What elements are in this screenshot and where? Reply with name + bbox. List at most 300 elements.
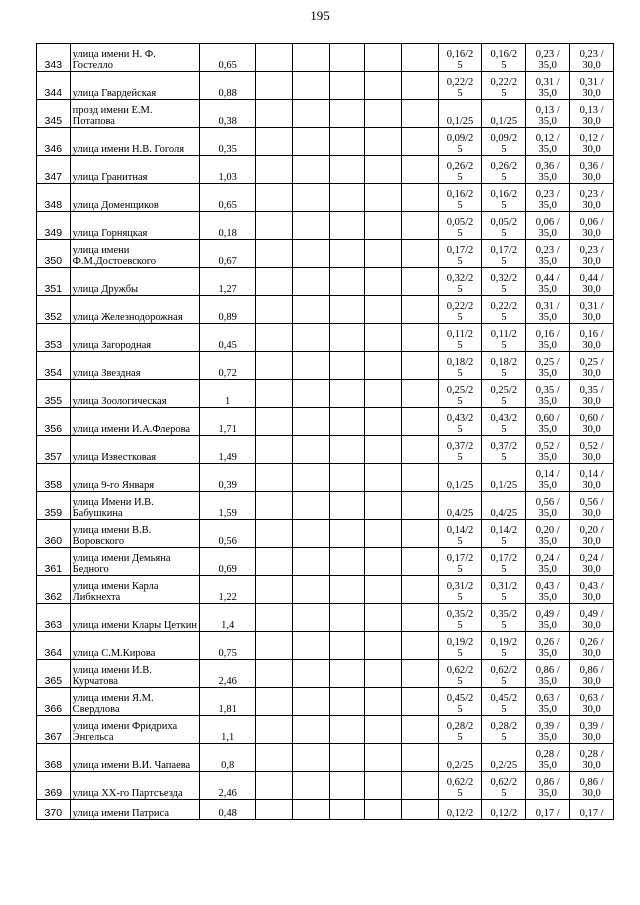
empty-cell	[401, 44, 438, 72]
empty-cell	[292, 324, 329, 352]
empty-cell	[256, 268, 293, 296]
empty-cell	[401, 772, 438, 800]
value-line: 35,0	[538, 536, 557, 547]
value-cell-v4	[570, 744, 614, 772]
value-line: 5	[501, 340, 507, 351]
length-cell: 0,38	[200, 100, 256, 128]
street-name-cell: улица имени Фридриха Энгельса	[70, 716, 199, 744]
row-number-cell: 347	[37, 156, 71, 184]
table-row	[37, 492, 614, 520]
value-cell-v1	[438, 772, 482, 800]
value-cell-v4	[570, 156, 614, 184]
value-cell-v3	[526, 352, 570, 380]
empty-cell	[256, 212, 293, 240]
table-row	[37, 660, 614, 688]
value-cell-v1	[438, 716, 482, 744]
table-row	[37, 240, 614, 268]
value-cell-v2	[482, 44, 526, 72]
value-cell-v3	[526, 184, 570, 212]
value-line: 0,17 /	[535, 808, 560, 819]
value-cell-v4	[570, 380, 614, 408]
value-cell-v1	[438, 744, 482, 772]
street-name-cell: улица имени Карла Либкнехта	[70, 576, 199, 604]
row-number-cell: 348	[37, 184, 71, 212]
value-line: 0,37/2	[490, 441, 518, 452]
value-line: 0,63 /	[535, 693, 560, 704]
length-cell: 0,89	[200, 296, 256, 324]
value-line: 0,63 /	[579, 693, 604, 704]
value-cell-v2	[482, 240, 526, 268]
value-cell-v1	[438, 800, 482, 820]
value-line: 35,0	[538, 144, 557, 155]
table-row	[37, 548, 614, 576]
value-line: 5	[501, 228, 507, 239]
value-line: 0,36 /	[579, 161, 604, 172]
empty-cell	[365, 408, 402, 436]
empty-cell	[292, 688, 329, 716]
empty-cell	[365, 212, 402, 240]
street-name-cell: улица Зоологическая	[70, 380, 199, 408]
value-cell-v4	[570, 72, 614, 100]
value-line: 35,0	[538, 312, 557, 323]
value-line: 30,0	[582, 592, 601, 603]
row-number-cell: 370	[37, 800, 71, 820]
value-cell-v2	[482, 548, 526, 576]
value-line: 0,60 /	[535, 413, 560, 424]
value-cell-v3	[526, 464, 570, 492]
street-name-cell: улица имени И.В. Курчатова	[70, 660, 199, 688]
table-row	[37, 632, 614, 660]
page-number: 195	[310, 8, 330, 23]
value-line: 0,60 /	[579, 413, 604, 424]
empty-cell	[365, 576, 402, 604]
value-cell-v2	[482, 492, 526, 520]
value-line: 0,36 /	[535, 161, 560, 172]
value-cell-v2	[482, 632, 526, 660]
value-cell-v3	[526, 492, 570, 520]
empty-cell	[365, 240, 402, 268]
empty-cell	[365, 324, 402, 352]
table-row	[37, 436, 614, 464]
value-line: 0,05/2	[490, 217, 518, 228]
value-line: 5	[501, 564, 507, 575]
empty-cell	[329, 660, 365, 688]
length-cell: 0,88	[200, 72, 256, 100]
value-cell-v3	[526, 408, 570, 436]
value-line: 5	[457, 788, 463, 799]
empty-cell	[401, 492, 438, 520]
empty-cell	[256, 184, 293, 212]
empty-cell	[401, 100, 438, 128]
value-cell-v2	[482, 604, 526, 632]
value-line: 0,45/2	[446, 693, 474, 704]
value-line: 0,16 /	[535, 329, 560, 340]
value-line: 0,62/2	[446, 665, 474, 676]
table-row	[37, 772, 614, 800]
value-line: 0,32/2	[490, 273, 518, 284]
value-cell-v1	[438, 408, 482, 436]
street-name-cell: улица имени Н. Ф. Гостелло	[70, 44, 199, 72]
street-name-cell: улица имени В.В. Воровского	[70, 520, 199, 548]
value-cell-v1	[438, 324, 482, 352]
empty-cell	[365, 688, 402, 716]
value-cell-v4	[570, 212, 614, 240]
length-cell: 0,65	[200, 44, 256, 72]
value-cell-v4	[570, 464, 614, 492]
value-line: 5	[501, 284, 507, 295]
empty-cell	[365, 44, 402, 72]
value-cell-v1	[438, 688, 482, 716]
empty-cell	[256, 632, 293, 660]
street-name-cell: улица Загородная	[70, 324, 199, 352]
empty-cell	[365, 548, 402, 576]
value-cell-v4	[570, 268, 614, 296]
row-number-cell: 364	[37, 632, 71, 660]
value-cell-v3	[526, 380, 570, 408]
value-line: 5	[457, 312, 463, 323]
value-line: 35,0	[538, 620, 557, 631]
value-line: 0,23 /	[579, 245, 604, 256]
value-cell-v4	[570, 492, 614, 520]
value-cell-v1	[438, 128, 482, 156]
value-line: 5	[457, 732, 463, 743]
table-row	[37, 44, 614, 72]
length-cell: 0,69	[200, 548, 256, 576]
value-cell-v2	[482, 72, 526, 100]
empty-cell	[256, 352, 293, 380]
value-line: 5	[457, 368, 463, 379]
value-cell-v4	[570, 688, 614, 716]
empty-cell	[292, 296, 329, 324]
street-name-cell: улица имени И.А.Флерова	[70, 408, 199, 436]
empty-cell	[401, 296, 438, 324]
value-line: 0,16/2	[446, 49, 474, 60]
empty-cell	[256, 800, 293, 820]
table-row	[37, 72, 614, 100]
value-line: 0,62/2	[446, 777, 474, 788]
street-name-cell: улица имени Клары Цеткин	[70, 604, 199, 632]
value-cell-v2	[482, 324, 526, 352]
value-cell-v4	[570, 352, 614, 380]
empty-cell	[329, 632, 365, 660]
street-name-cell: улица Известковая	[70, 436, 199, 464]
road-table	[36, 43, 614, 820]
value-cell-v2	[482, 352, 526, 380]
value-line: 35,0	[538, 788, 557, 799]
value-cell-v4	[570, 128, 614, 156]
empty-cell	[256, 744, 293, 772]
value-cell-v3	[526, 128, 570, 156]
value-line: 0,56 /	[579, 497, 604, 508]
value-line: 35,0	[538, 88, 557, 99]
value-line: 0,44 /	[535, 273, 560, 284]
empty-cell	[329, 100, 365, 128]
table-body	[37, 44, 614, 820]
value-line: 0,31 /	[535, 77, 560, 88]
value-cell-v1	[438, 100, 482, 128]
row-number-cell: 367	[37, 716, 71, 744]
row-number-cell: 366	[37, 688, 71, 716]
value-line: 0,25 /	[535, 357, 560, 368]
value-line: 5	[457, 256, 463, 267]
empty-cell	[401, 324, 438, 352]
value-line: 0,16/2	[446, 189, 474, 200]
value-line: 5	[457, 144, 463, 155]
value-line: 5	[501, 788, 507, 799]
empty-cell	[329, 548, 365, 576]
length-cell: 0,35	[200, 128, 256, 156]
value-cell-v1	[438, 436, 482, 464]
street-name-cell: прозд имени Е.М. Потапова	[70, 100, 199, 128]
empty-cell	[292, 464, 329, 492]
value-line: 0,20 /	[579, 525, 604, 536]
value-line: 0,17/2	[490, 245, 518, 256]
empty-cell	[365, 464, 402, 492]
value-line: 5	[501, 312, 507, 323]
value-cell-v3	[526, 212, 570, 240]
row-number-cell: 354	[37, 352, 71, 380]
street-name-cell: улица имени Я.М. Свердлова	[70, 688, 199, 716]
street-name-cell: улица 9-го Января	[70, 464, 199, 492]
value-line: 0,86 /	[579, 665, 604, 676]
value-line: 30,0	[582, 508, 601, 519]
value-line: 0,86 /	[535, 665, 560, 676]
value-line: 0,28 /	[579, 749, 604, 760]
length-cell: 0,67	[200, 240, 256, 268]
length-cell: 1,27	[200, 268, 256, 296]
empty-cell	[256, 128, 293, 156]
value-line: 5	[501, 396, 507, 407]
value-line: 35,0	[538, 592, 557, 603]
value-line: 5	[457, 648, 463, 659]
value-cell-v2	[482, 212, 526, 240]
value-line: 0,31/2	[490, 581, 518, 592]
length-cell: 1,03	[200, 156, 256, 184]
value-cell-v3	[526, 772, 570, 800]
value-cell-v1	[438, 44, 482, 72]
row-number-cell: 359	[37, 492, 71, 520]
value-line: 5	[501, 200, 507, 211]
value-line: 0,35/2	[446, 609, 474, 620]
value-cell-v1	[438, 268, 482, 296]
value-line: 0,62/2	[490, 777, 518, 788]
empty-cell	[401, 632, 438, 660]
value-line: 0,13 /	[579, 105, 604, 116]
empty-cell	[292, 72, 329, 100]
value-line: 0,2/25	[446, 760, 474, 771]
value-line: 35,0	[538, 60, 557, 71]
value-line: 0,26 /	[535, 637, 560, 648]
empty-cell	[292, 548, 329, 576]
value-line: 5	[457, 704, 463, 715]
value-cell-v3	[526, 604, 570, 632]
empty-cell	[365, 128, 402, 156]
value-cell-v3	[526, 576, 570, 604]
empty-cell	[256, 716, 293, 744]
street-name-cell: улица Доменщиков	[70, 184, 199, 212]
empty-cell	[365, 352, 402, 380]
empty-cell	[292, 772, 329, 800]
empty-cell	[256, 380, 293, 408]
value-line: 0,12/2	[446, 808, 474, 819]
value-line: 0,14/2	[490, 525, 518, 536]
street-name-cell: улица Горняцкая	[70, 212, 199, 240]
value-line: 0,43/2	[446, 413, 474, 424]
value-line: 30,0	[582, 704, 601, 715]
value-line: 35,0	[538, 676, 557, 687]
empty-cell	[401, 660, 438, 688]
value-line: 0,43 /	[579, 581, 604, 592]
value-cell-v1	[438, 520, 482, 548]
value-cell-v4	[570, 660, 614, 688]
value-line: 0,28/2	[490, 721, 518, 732]
value-line: 30,0	[582, 116, 601, 127]
empty-cell	[365, 744, 402, 772]
empty-cell	[292, 184, 329, 212]
value-line: 0,19/2	[446, 637, 474, 648]
value-line: 0,1/25	[446, 480, 474, 491]
value-cell-v4	[570, 716, 614, 744]
value-line: 30,0	[582, 676, 601, 687]
value-line: 5	[501, 648, 507, 659]
empty-cell	[256, 576, 293, 604]
value-cell-v1	[438, 184, 482, 212]
table-row	[37, 128, 614, 156]
length-cell: 0,56	[200, 520, 256, 548]
value-line: 0,13 /	[535, 105, 560, 116]
value-line: 5	[501, 368, 507, 379]
value-line: 0,39 /	[535, 721, 560, 732]
row-number-cell: 353	[37, 324, 71, 352]
value-cell-v4	[570, 408, 614, 436]
empty-cell	[365, 72, 402, 100]
value-line: 5	[457, 676, 463, 687]
empty-cell	[292, 44, 329, 72]
length-cell: 1	[200, 380, 256, 408]
value-cell-v4	[570, 800, 614, 820]
empty-cell	[256, 660, 293, 688]
value-line: 0,18/2	[446, 357, 474, 368]
table-row	[37, 296, 614, 324]
value-line: 30,0	[582, 200, 601, 211]
empty-cell	[292, 660, 329, 688]
row-number-cell: 343	[37, 44, 71, 72]
empty-cell	[329, 212, 365, 240]
value-line: 35,0	[538, 340, 557, 351]
value-line: 0,12 /	[579, 133, 604, 144]
value-line: 35,0	[538, 228, 557, 239]
value-line: 0,24 /	[535, 553, 560, 564]
value-line: 0,62/2	[490, 665, 518, 676]
value-cell-v2	[482, 520, 526, 548]
value-line: 0,09/2	[446, 133, 474, 144]
empty-cell	[256, 44, 293, 72]
empty-cell	[256, 772, 293, 800]
value-cell-v4	[570, 184, 614, 212]
value-cell-v3	[526, 548, 570, 576]
empty-cell	[256, 408, 293, 436]
empty-cell	[292, 380, 329, 408]
value-cell-v2	[482, 688, 526, 716]
empty-cell	[256, 100, 293, 128]
value-line: 0,16/2	[490, 189, 518, 200]
value-line: 0,19/2	[490, 637, 518, 648]
value-cell-v3	[526, 744, 570, 772]
value-cell-v1	[438, 576, 482, 604]
empty-cell	[292, 100, 329, 128]
empty-cell	[256, 436, 293, 464]
row-number-cell: 356	[37, 408, 71, 436]
length-cell: 1,1	[200, 716, 256, 744]
value-line: 0,39 /	[579, 721, 604, 732]
value-cell-v3	[526, 632, 570, 660]
value-line: 5	[501, 536, 507, 547]
empty-cell	[401, 744, 438, 772]
value-cell-v2	[482, 772, 526, 800]
empty-cell	[292, 744, 329, 772]
empty-cell	[401, 72, 438, 100]
table-row	[37, 212, 614, 240]
value-cell-v3	[526, 688, 570, 716]
value-line: 0,23 /	[535, 245, 560, 256]
empty-cell	[256, 688, 293, 716]
value-cell-v4	[570, 520, 614, 548]
empty-cell	[329, 716, 365, 744]
value-cell-v4	[570, 576, 614, 604]
table-row	[37, 576, 614, 604]
empty-cell	[329, 772, 365, 800]
value-line: 5	[501, 144, 507, 155]
row-number-cell: 349	[37, 212, 71, 240]
value-line: 5	[457, 200, 463, 211]
value-line: 0,12 /	[535, 133, 560, 144]
value-line: 5	[457, 424, 463, 435]
value-line: 0,17/2	[446, 245, 474, 256]
value-line: 0,26/2	[446, 161, 474, 172]
value-cell-v3	[526, 72, 570, 100]
empty-cell	[292, 716, 329, 744]
value-line: 0,49 /	[535, 609, 560, 620]
value-line: 5	[501, 732, 507, 743]
empty-cell	[401, 800, 438, 820]
value-line: 0,22/2	[446, 301, 474, 312]
value-line: 0,23 /	[579, 49, 604, 60]
empty-cell	[365, 296, 402, 324]
value-cell-v2	[482, 128, 526, 156]
empty-cell	[256, 520, 293, 548]
empty-cell	[401, 268, 438, 296]
table-row	[37, 408, 614, 436]
value-cell-v3	[526, 156, 570, 184]
value-cell-v2	[482, 100, 526, 128]
value-cell-v4	[570, 436, 614, 464]
empty-cell	[292, 352, 329, 380]
value-line: 0,22/2	[446, 77, 474, 88]
empty-cell	[329, 576, 365, 604]
value-line: 0,1/25	[490, 116, 518, 127]
row-number-cell: 361	[37, 548, 71, 576]
value-line: 35,0	[538, 368, 557, 379]
value-cell-v1	[438, 212, 482, 240]
table-row	[37, 800, 614, 820]
value-cell-v1	[438, 240, 482, 268]
value-line: 0,14 /	[535, 469, 560, 480]
value-line: 0,52 /	[579, 441, 604, 452]
empty-cell	[401, 128, 438, 156]
value-cell-v2	[482, 156, 526, 184]
empty-cell	[292, 156, 329, 184]
value-line: 0,14/2	[446, 525, 474, 536]
